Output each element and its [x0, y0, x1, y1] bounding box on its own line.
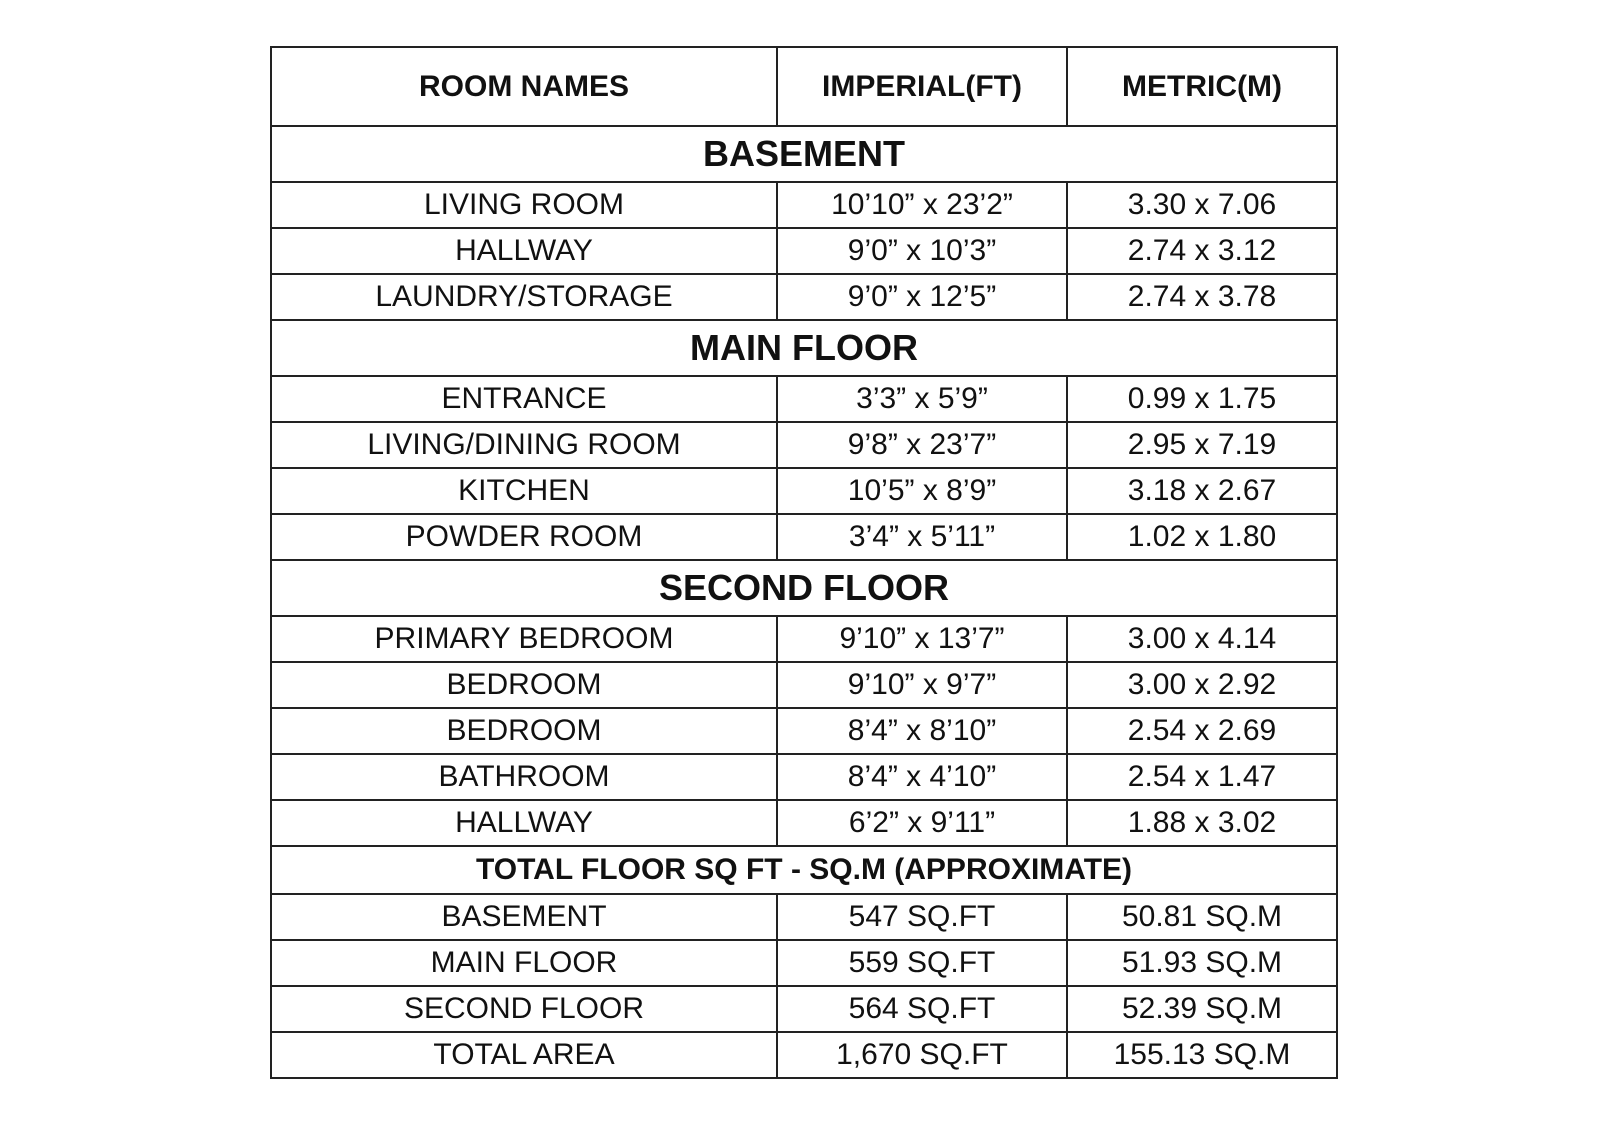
total-row: [271, 986, 1337, 1032]
imperial-area: 564 SQ.FT: [777, 986, 1067, 1032]
section-header-second-floor: [271, 560, 1337, 616]
room-name: BEDROOM: [271, 708, 777, 754]
section-title: SECOND FLOOR: [271, 560, 1337, 616]
section-title: MAIN FLOOR: [271, 320, 1337, 376]
table-row: [271, 228, 1337, 274]
metric-area: 155.13 SQ.M: [1067, 1032, 1337, 1078]
imperial-value: 8’4” x 4’10”: [777, 754, 1067, 800]
floor-name: MAIN FLOOR: [271, 940, 777, 986]
metric-value: 2.74 x 3.78: [1067, 274, 1337, 320]
room-name: BATHROOM: [271, 754, 777, 800]
section-title: TOTAL FLOOR SQ FT - SQ.M (APPROXIMATE): [271, 846, 1337, 894]
room-name: ENTRANCE: [271, 376, 777, 422]
metric-value: 0.99 x 1.75: [1067, 376, 1337, 422]
room-name: BEDROOM: [271, 662, 777, 708]
imperial-area: 559 SQ.FT: [777, 940, 1067, 986]
imperial-value: 9’8” x 23’7”: [777, 422, 1067, 468]
room-name: POWDER ROOM: [271, 514, 777, 560]
total-row: [271, 940, 1337, 986]
floor-name: BASEMENT: [271, 894, 777, 940]
metric-area: 51.93 SQ.M: [1067, 940, 1337, 986]
table-header-row: [271, 47, 1337, 126]
imperial-value: 8’4” x 8’10”: [777, 708, 1067, 754]
imperial-value: 3’3” x 5’9”: [777, 376, 1067, 422]
imperial-value: 10’5” x 8’9”: [777, 468, 1067, 514]
imperial-value: 9’10” x 13’7”: [777, 616, 1067, 662]
imperial-area: 547 SQ.FT: [777, 894, 1067, 940]
metric-value: 1.88 x 3.02: [1067, 800, 1337, 846]
metric-value: 2.54 x 2.69: [1067, 708, 1337, 754]
table-row: [271, 708, 1337, 754]
metric-value: 3.00 x 4.14: [1067, 616, 1337, 662]
metric-value: 1.02 x 1.80: [1067, 514, 1337, 560]
table-row: [271, 376, 1337, 422]
room-name: HALLWAY: [271, 228, 777, 274]
total-row: [271, 894, 1337, 940]
column-header-metric: METRIC(M): [1067, 47, 1337, 126]
table-row: [271, 754, 1337, 800]
metric-area: 52.39 SQ.M: [1067, 986, 1337, 1032]
imperial-value: 3’4” x 5’11”: [777, 514, 1067, 560]
table-row: [271, 514, 1337, 560]
metric-value: 3.18 x 2.67: [1067, 468, 1337, 514]
section-title: BASEMENT: [271, 126, 1337, 182]
metric-value: 2.54 x 1.47: [1067, 754, 1337, 800]
table-row: [271, 800, 1337, 846]
table-row: [271, 662, 1337, 708]
room-name: PRIMARY BEDROOM: [271, 616, 777, 662]
metric-value: 2.74 x 3.12: [1067, 228, 1337, 274]
floor-name: TOTAL AREA: [271, 1032, 777, 1078]
table-row: [271, 182, 1337, 228]
metric-value: 2.95 x 7.19: [1067, 422, 1337, 468]
room-name: LIVING ROOM: [271, 182, 777, 228]
imperial-value: 9’0” x 10’3”: [777, 228, 1067, 274]
imperial-value: 9’10” x 9’7”: [777, 662, 1067, 708]
metric-area: 50.81 SQ.M: [1067, 894, 1337, 940]
room-name: HALLWAY: [271, 800, 777, 846]
table-row: [271, 616, 1337, 662]
total-row: [271, 1032, 1337, 1078]
metric-value: 3.30 x 7.06: [1067, 182, 1337, 228]
imperial-value: 10’10” x 23’2”: [777, 182, 1067, 228]
room-name: LIVING/DINING ROOM: [271, 422, 777, 468]
room-name: LAUNDRY/STORAGE: [271, 274, 777, 320]
table-row: [271, 468, 1337, 514]
room-dimensions-table: [270, 46, 1338, 1079]
imperial-value: 6’2” x 9’11”: [777, 800, 1067, 846]
table-row: [271, 422, 1337, 468]
room-name: KITCHEN: [271, 468, 777, 514]
imperial-area: 1,670 SQ.FT: [777, 1032, 1067, 1078]
floor-name: SECOND FLOOR: [271, 986, 777, 1032]
column-header-imperial: IMPERIAL(FT): [777, 47, 1067, 126]
imperial-value: 9’0” x 12’5”: [777, 274, 1067, 320]
section-header-main-floor: [271, 320, 1337, 376]
section-header-basement: [271, 126, 1337, 182]
column-header-room-names: ROOM NAMES: [271, 47, 777, 126]
section-header-totals: [271, 846, 1337, 894]
metric-value: 3.00 x 2.92: [1067, 662, 1337, 708]
table-row: [271, 274, 1337, 320]
